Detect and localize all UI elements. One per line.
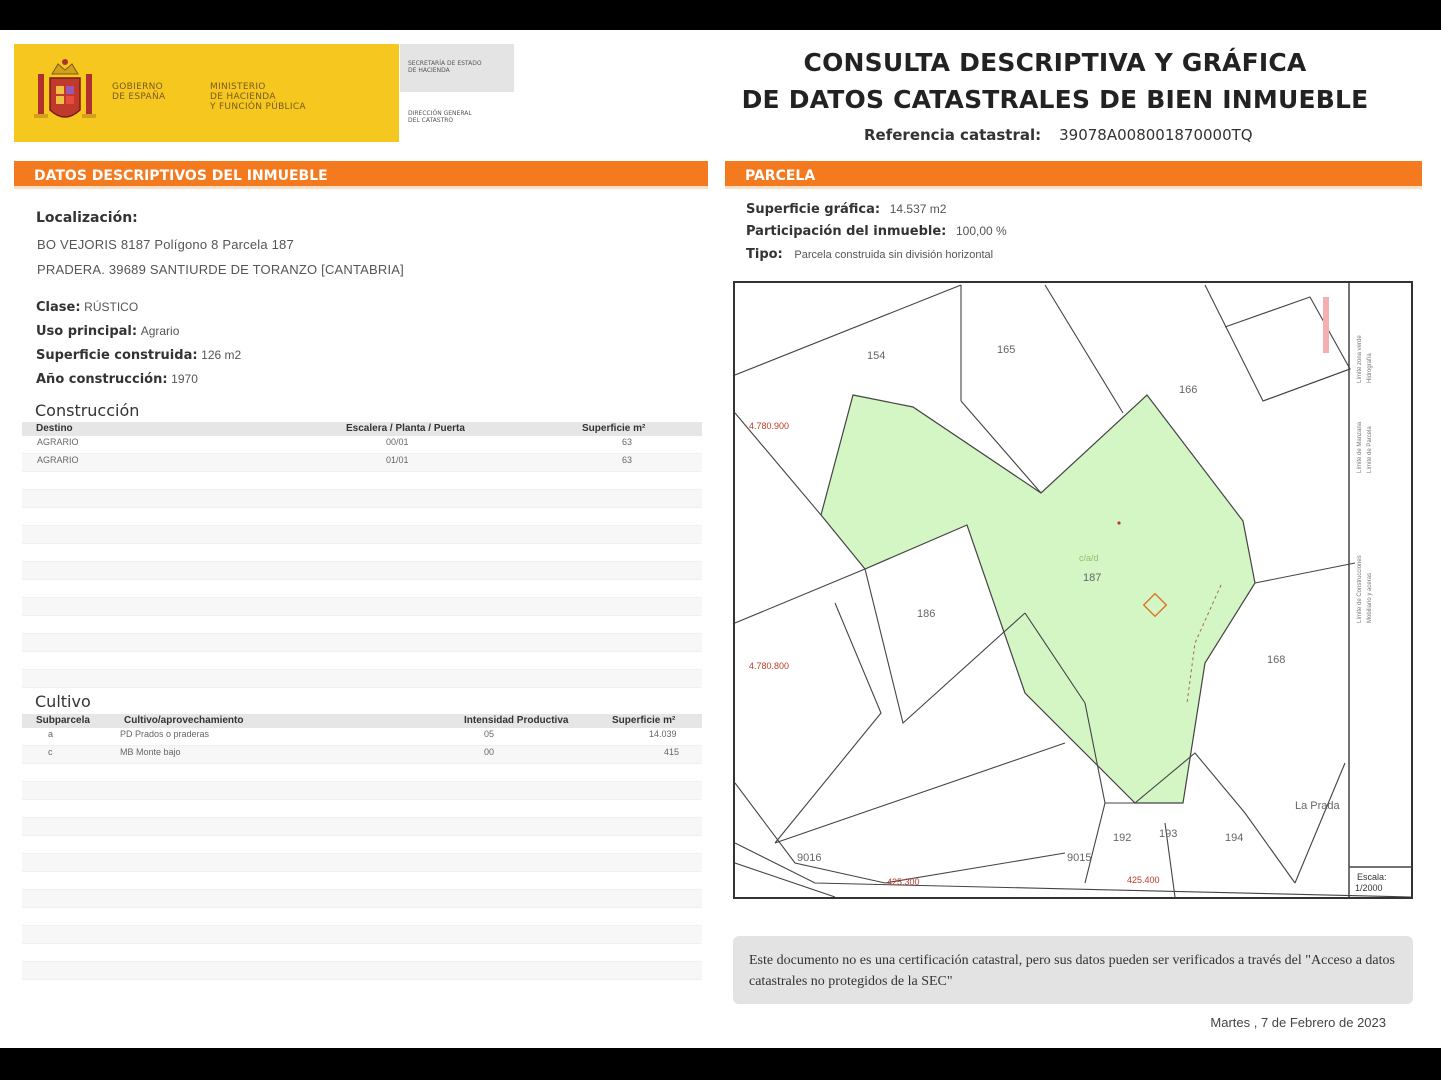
col-destino: Destino xyxy=(36,423,73,434)
cell-cultivo: PD Prados o praderas xyxy=(120,729,210,739)
parcel-187-area xyxy=(821,395,1255,803)
legend-item: Límite de Manzana xyxy=(1357,421,1363,473)
reference-value: 39078A008001870000TQ xyxy=(1059,126,1253,144)
cadastral-reference xyxy=(864,126,1253,144)
centroid-dot xyxy=(1117,521,1120,524)
empty-row xyxy=(22,490,702,508)
class-field xyxy=(36,299,138,315)
table-row xyxy=(22,728,702,746)
col-escalera: Escalera / Planta / Puerta xyxy=(346,423,465,434)
page-title: CONSULTA DESCRIPTIVA Y GRÁFICA DE DATOS CATASTRALES DE BIEN INMUEBLE xyxy=(741,48,1369,114)
cadastral-map[interactable] xyxy=(733,281,1413,899)
empty-row xyxy=(22,908,702,926)
empty-row xyxy=(22,616,702,634)
legend-item: Límite de Construcciones xyxy=(1357,555,1363,623)
disclaimer-notice: Este documento no es una certificación catastral, pero sus datos pueden ser verificados a través del "Acceso a datos catastrales no protegidos de la SEC" xyxy=(733,936,1413,1004)
construction-table-header xyxy=(22,422,702,436)
cultivation-title: Cultivo xyxy=(35,692,91,711)
ministerio-text: MINISTERIO DE HACIENDA Y FUNCIÓN PÚBLICA xyxy=(210,82,306,112)
empty-row xyxy=(22,508,702,526)
empty-row xyxy=(22,544,702,562)
col-superficie: Superficie m² xyxy=(612,715,676,726)
empty-row xyxy=(22,872,702,890)
cell-subparcela: a xyxy=(48,729,54,739)
map-label-194: 194 xyxy=(1225,832,1244,844)
direccion-text: DIRECCIÓN GENERAL DEL CATASTRO xyxy=(408,110,472,124)
type-label: Tipo: xyxy=(746,247,783,262)
cultivation-rows xyxy=(22,728,702,980)
legend-item: Hidrografía xyxy=(1367,353,1373,383)
empty-row xyxy=(22,944,702,962)
map-label-187: 187 xyxy=(1083,572,1102,584)
empty-row xyxy=(22,836,702,854)
empty-row xyxy=(22,634,702,652)
empty-row xyxy=(22,782,702,800)
descriptive-data-header: DATOS DESCRIPTIVOS DEL INMUEBLE xyxy=(14,161,708,189)
type-field xyxy=(746,246,993,262)
parcel-header: PARCELA xyxy=(725,161,1422,189)
coat-of-arms-icon xyxy=(30,54,100,134)
map-label-165: 165 xyxy=(997,344,1016,356)
scale-label: Escala: xyxy=(1357,872,1387,882)
table-row xyxy=(22,436,702,454)
year-value: 1970 xyxy=(171,372,198,386)
cell-destino: AGRARIO xyxy=(37,437,79,447)
empty-row xyxy=(22,890,702,908)
map-label-186: 186 xyxy=(917,608,936,620)
empty-row xyxy=(22,854,702,872)
participation-value: 100,00 % xyxy=(955,224,1007,238)
map-road-9015: 9015 xyxy=(1067,852,1092,864)
government-logo xyxy=(14,44,399,142)
map-coord-north-1: 4.780.900 xyxy=(749,421,790,431)
cell-superficie: 63 xyxy=(622,455,633,465)
col-superficie: Superficie m² xyxy=(582,423,646,434)
cultivation-table xyxy=(22,714,702,980)
location-line-2: PRADERA. 39689 SANTIURDE DE TORANZO [CANTABRIA] xyxy=(37,262,404,277)
empty-row xyxy=(22,670,702,688)
type-value: Parcela construida sin división horizontal xyxy=(794,249,994,261)
table-row xyxy=(22,746,702,764)
document-date: Martes , 7 de Febrero de 2023 xyxy=(1210,1015,1386,1030)
empty-row xyxy=(22,526,702,544)
map-label-154: 154 xyxy=(867,350,886,362)
map-coord-north-2: 4.780.800 xyxy=(749,661,790,671)
map-coord-east-1: 425.300 xyxy=(887,877,920,887)
empty-row xyxy=(22,652,702,670)
reference-label: Referencia catastral: xyxy=(864,126,1042,144)
empty-row xyxy=(22,562,702,580)
cultivation-table-header xyxy=(22,714,702,728)
map-legend xyxy=(1357,335,1373,623)
document-page xyxy=(0,30,1441,1048)
map-label-166: 166 xyxy=(1179,384,1198,396)
construction-table xyxy=(22,422,702,688)
year-field xyxy=(36,371,198,387)
cell-intensidad: 05 xyxy=(484,729,495,739)
map-label-192: 192 xyxy=(1113,832,1132,844)
col-subparcela: Subparcela xyxy=(36,715,90,726)
secretaria-box xyxy=(400,44,514,92)
cell-superficie: 63 xyxy=(622,437,633,447)
empty-row xyxy=(22,598,702,616)
construction-title: Construcción xyxy=(35,401,140,420)
cell-escalera: 00/01 xyxy=(386,437,409,447)
legend-item: Mobiliario y aceras xyxy=(1367,572,1373,623)
empty-row xyxy=(22,926,702,944)
empty-row xyxy=(22,800,702,818)
empty-row xyxy=(22,818,702,836)
graphic-area-field xyxy=(746,201,946,217)
built-area-value: 126 m2 xyxy=(201,348,242,362)
empty-row xyxy=(22,764,702,782)
col-intensidad: Intensidad Productiva xyxy=(464,715,569,726)
use-field xyxy=(36,323,179,339)
map-coord-east-2: 425.400 xyxy=(1127,875,1160,885)
construction-rows xyxy=(22,436,702,688)
legend-item: Límite zona verde xyxy=(1357,335,1363,383)
built-area-field xyxy=(36,347,241,363)
cell-subparcela: c xyxy=(48,747,53,757)
gobierno-text: GOBIERNO DE ESPAÑA xyxy=(112,82,166,102)
map-label-168: 168 xyxy=(1267,654,1286,666)
empty-row xyxy=(22,962,702,980)
map-road-9016: 9016 xyxy=(797,852,822,864)
graphic-area-label: Superficie gráfica: xyxy=(746,202,881,217)
map-subparcel-label: c/a/d xyxy=(1079,553,1099,563)
legend-item: Límite de Parcela xyxy=(1367,426,1373,473)
cell-cultivo: MB Monte bajo xyxy=(120,747,181,757)
use-value: Agrario xyxy=(140,324,180,338)
built-area-label: Superficie construida: xyxy=(36,348,198,363)
graphic-area-value: 14.537 m2 xyxy=(889,202,947,216)
participation-field xyxy=(746,223,1007,239)
col-cultivo: Cultivo/aprovechamiento xyxy=(124,715,244,726)
empty-row xyxy=(22,580,702,598)
class-label: Clase: xyxy=(36,300,81,315)
cell-superficie: 14.039 xyxy=(649,729,677,739)
map-drawing xyxy=(735,283,1411,897)
location-line-1: BO VEJORIS 8187 Polígono 8 Parcela 187 xyxy=(37,237,294,252)
table-row xyxy=(22,454,702,472)
map-label-193: 193 xyxy=(1159,828,1178,840)
north-arrow-icon xyxy=(1323,297,1329,353)
cell-escalera: 01/01 xyxy=(386,455,409,465)
class-value: RÚSTICO xyxy=(84,300,139,314)
map-place-label: La Prada xyxy=(1295,800,1340,812)
empty-row xyxy=(22,472,702,490)
cell-superficie: 415 xyxy=(664,747,680,757)
participation-label: Participación del inmueble: xyxy=(746,224,947,239)
cell-destino: AGRARIO xyxy=(37,455,79,465)
secretaria-text: SECRETARÍA DE ESTADO DE HACIENDA xyxy=(408,60,482,74)
year-label: Año construcción: xyxy=(36,372,168,387)
scale-value: 1/2000 xyxy=(1355,883,1383,893)
location-label: Localización: xyxy=(36,210,138,226)
use-label: Uso principal: xyxy=(36,324,138,339)
cell-intensidad: 00 xyxy=(484,747,495,757)
